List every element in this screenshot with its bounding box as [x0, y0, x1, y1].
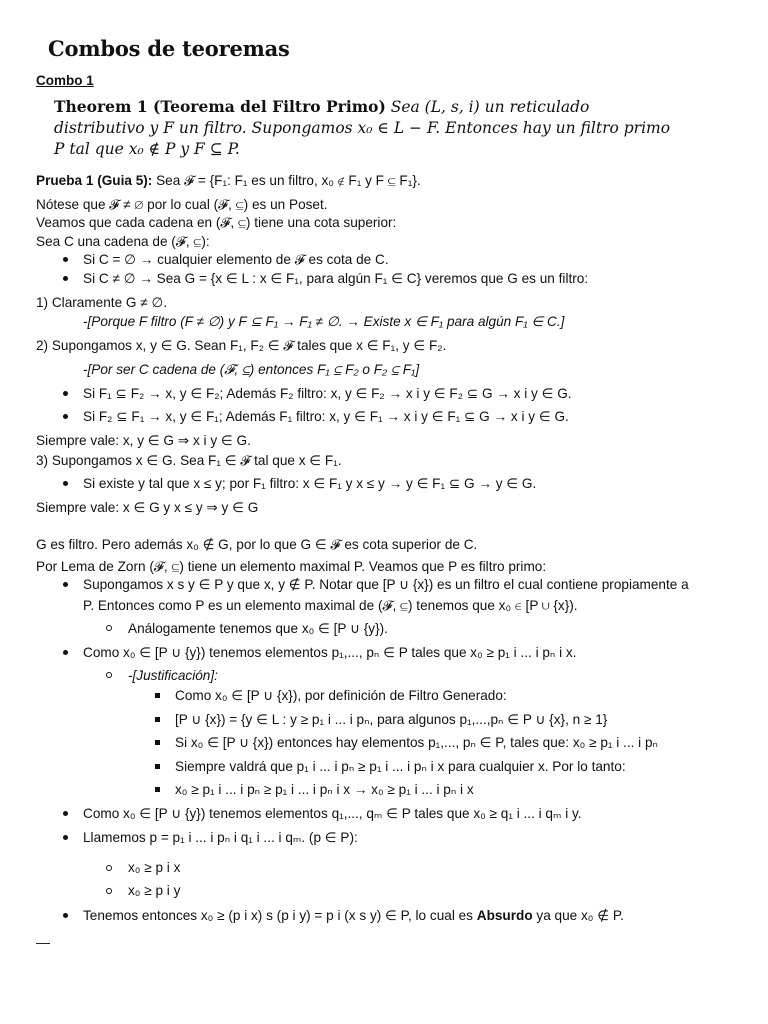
combo-heading: Combo 1 — [36, 73, 94, 88]
sub-sub-bullet-icon — [155, 764, 160, 769]
page-title: Combos de teoremas — [48, 36, 290, 61]
proof-line: 2) Supongamos x, y ∈ G. Sean F₁, F₂ ∈ 𝓕 tales que x ∈ F₁, y ∈ F₂. — [36, 338, 447, 353]
proof-line: Como x₀ ∈ [P ∪ {x}), por definición de Filtro Generado: — [175, 688, 507, 703]
proof-line — [83, 907, 624, 924]
proof-line: Si C = ∅ → cualquier elemento de 𝓕 es cota de C. — [83, 252, 389, 267]
sub-sub-bullet-icon — [155, 717, 160, 722]
proof-line: Como x₀ ∈ [P ∪ {y}) tenemos elementos q₁,..., qₘ ∈ P tales que x₀ ≥ q₁ i ... i qₘ i y. — [83, 806, 582, 821]
bullet-icon — [63, 391, 68, 396]
proof-line: Por Lema de Zorn (𝓕, ⊆) tiene un elemento maximal P. Veamos que P es filtro primo: — [36, 559, 547, 574]
sub-bullet-icon — [106, 865, 112, 871]
proof-label: Prueba 1 (Guia 5): — [36, 173, 153, 188]
bullet-icon — [63, 835, 68, 840]
proof-line: -[Justificación]: — [128, 668, 218, 683]
proof-line: x₀ ≥ p i x — [128, 860, 181, 875]
absurdo-emphasis: Absurdo — [476, 908, 533, 923]
proof-line: 3) Supongamos x ∈ G. Sea F₁ ∈ 𝓕 tal que x ∈ F₁. — [36, 453, 342, 468]
proof-line: Siempre valdrá que p₁ i ... i pₙ ≥ p₁ i ... i pₙ i x para cualquier x. Por lo tanto: — [175, 759, 626, 774]
sub-sub-bullet-icon — [155, 740, 160, 745]
theorem-statement — [54, 96, 674, 160]
proof-line: Si x₀ ∈ [P ∪ {x}) entonces hay elementos p₁,..., pₙ ∈ P, tales que: x₀ ≥ p₁ i ... i pₙ — [175, 735, 658, 750]
sub-bullet-icon — [106, 672, 112, 678]
theorem-body: Sea (L, s, i) un reticulado distributivo y F un filtro. Supongamos x₀ ∈ L − F. Entonces hay un filtro primo P tal que x₀ ∉ P y F ⊆ P. — [54, 98, 671, 158]
sub-bullet-icon — [106, 625, 112, 631]
proof-line — [36, 172, 421, 189]
proof-line: Veamos que cada cadena en (𝓕, ⊆) tiene una cota superior: — [36, 215, 397, 230]
proof-line: Supongamos x s y ∈ P y que x, y ∉ P. Notar que [P ∪ {x}) es un filtro el cual contiene propiamente a — [83, 577, 689, 592]
bullet-icon — [63, 276, 68, 281]
proof-line: Llamemos p = p₁ i ... i pₙ i q₁ i ... i qₘ. (p ∈ P): — [83, 830, 358, 845]
proof-line: Si existe y tal que x ≤ y; por F₁ filtro: x ∈ F₁ y x ≤ y → y ∈ F₁ ⊆ G → y ∈ G. — [83, 476, 537, 491]
proof-line: [P ∪ {x}) = {y ∈ L : y ≥ p₁ i ... i pₙ, para algunos p₁,...,pₙ ∈ P ∪ {x}, n ≥ 1} — [175, 712, 608, 727]
proof-text: ya que x₀ ∉ P. — [532, 908, 624, 923]
proof-line: Siempre vale: x, y ∈ G ⇒ x i y ∈ G. — [36, 433, 251, 448]
proof-line: Si C ≠ ∅ → Sea G = {x ∈ L : x ∈ F₁, para algún F₁ ∈ C} veremos que G es un filtro: — [83, 271, 589, 286]
proof-line: Siempre vale: x ∈ G y x ≤ y ⇒ y ∈ G — [36, 500, 259, 515]
proof-line: Nótese que 𝓕 ≠ ∅ por lo cual (𝓕, ⊆) es un Poset. — [36, 197, 328, 212]
theorem-head: Theorem 1 (Teorema del Filtro Primo) — [54, 97, 386, 116]
bullet-icon — [63, 582, 68, 587]
sub-bullet-icon — [106, 888, 112, 894]
proof-line: Análogamente tenemos que x₀ ∈ [P ∪ {y}). — [128, 621, 388, 636]
proof-line: 1) Claramente G ≠ ∅. — [36, 295, 168, 310]
proof-line: Sea C una cadena de (𝓕, ⊆): — [36, 234, 210, 249]
bullet-icon — [63, 481, 68, 486]
sub-sub-bullet-icon — [155, 693, 160, 698]
proof-line: x₀ ≥ p₁ i ... i pₙ ≥ p₁ i ... i pₙ i x → x₀ ≥ p₁ i ... i pₙ i x — [175, 782, 474, 797]
proof-line: G es filtro. Pero además x₀ ∉ G, por lo que G ∈ 𝓕 es cota superior de C. — [36, 537, 478, 552]
proof-line: Como x₀ ∈ [P ∪ {y}) tenemos elementos p₁,..., pₙ ∈ P tales que x₀ ≥ p₁ i ... i pₙ i x. — [83, 645, 577, 660]
proof-line: Si F₂ ⊆ F₁ → x, y ∈ F₁; Además F₁ filtro: x, y ∈ F₁ → x i y ∈ F₁ ⊆ G → x i y ∈ G. — [83, 409, 569, 424]
bullet-icon — [63, 414, 68, 419]
proof-text: Tenemos entonces x₀ ≥ (p i x) s (p i y) = p i (x s y) ∈ P, lo cual es — [83, 908, 477, 923]
proof-text: Sea 𝓕 = {F₁: F₁ es un filtro, x₀ ∉ F₁ y F ⊆ F₁}. — [152, 173, 421, 188]
proof-line: Si F₁ ⊆ F₂ → x, y ∈ F₂; Además F₂ filtro: x, y ∈ F₂ → x i y ∈ F₂ ⊆ G → x i y ∈ G. — [83, 386, 572, 401]
sub-sub-bullet-icon — [155, 787, 160, 792]
proof-line: P. Entonces como P es un elemento maximal de (𝓕, ⊆) tenemos que x₀ ∈ [P ∪ {x}). — [83, 598, 578, 613]
bullet-icon — [63, 913, 68, 918]
end-mark: — — [36, 934, 50, 950]
proof-line: x₀ ≥ p i y — [128, 883, 181, 898]
proof-line: -[Por ser C cadena de (𝓕, ⊆) entonces F₁ ⊆ F₂ o F₂ ⊆ F₁] — [83, 362, 420, 377]
bullet-icon — [63, 257, 68, 262]
bullet-icon — [63, 650, 68, 655]
bullet-icon — [63, 811, 68, 816]
proof-line: -[Porque F filtro (F ≠ ∅) y F ⊆ F₁ → F₁ ≠ ∅. → Existe x ∈ F₁ para algún F₁ ∈ C.] — [83, 314, 565, 329]
